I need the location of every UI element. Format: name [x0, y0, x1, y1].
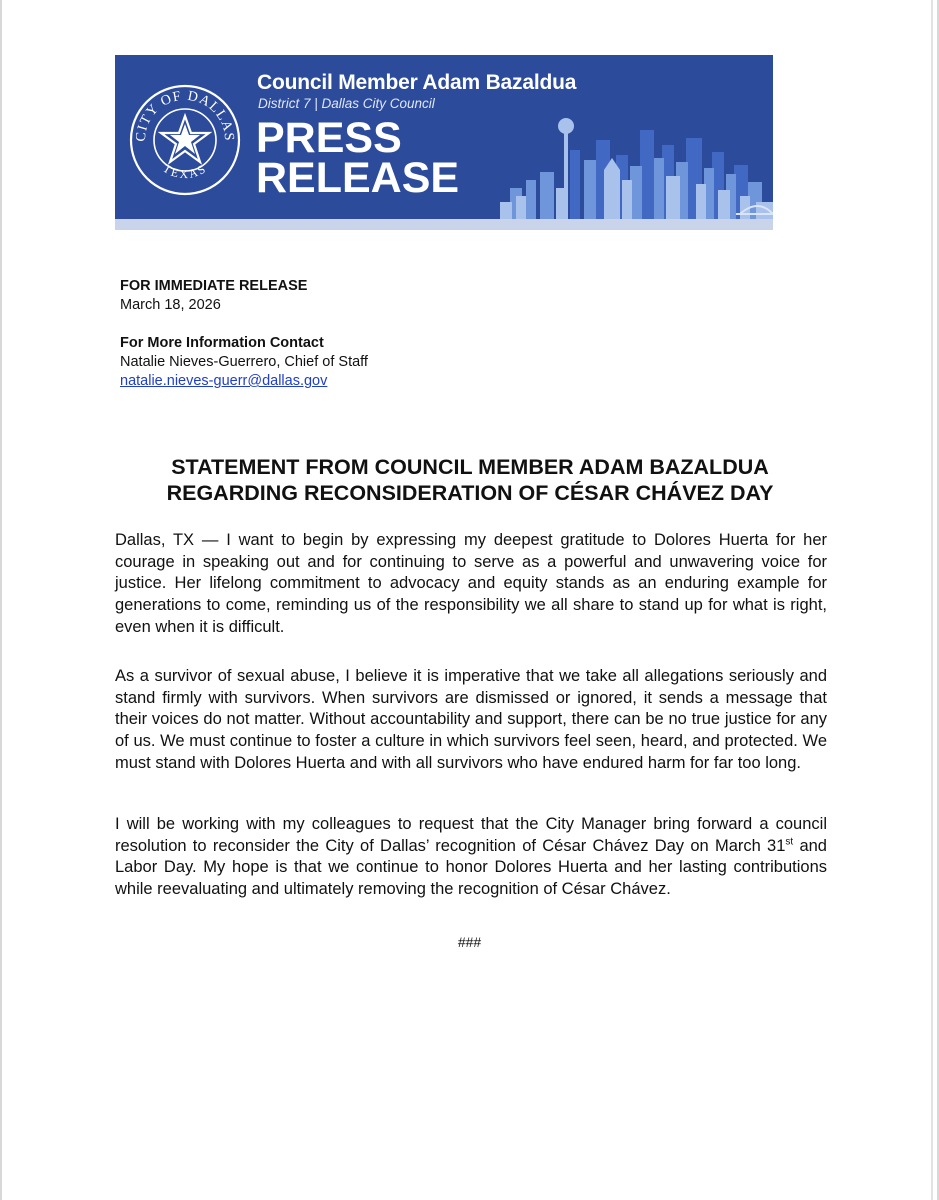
svg-text:TEXAS: TEXAS	[160, 161, 210, 182]
headline-line-2: REGARDING RECONSIDERATION OF CÉSAR CHÁVEZ DAY	[166, 481, 774, 505]
release-label: FOR IMMEDIATE RELEASE	[120, 278, 308, 294]
body-paragraph-3	[115, 814, 827, 901]
release-date: March 18, 2026	[120, 297, 221, 313]
ordinal-suffix: st	[785, 836, 794, 848]
banner-base-strip	[115, 219, 773, 230]
contact-email-link[interactable]: natalie.nieves-guerr@dallas.gov	[120, 373, 328, 389]
body-paragraph-2: As a survivor of sexual abuse, I believe it is imperative that we take all allegations seriously and stand firmly with survivors. When survivors are dismissed or ignored, it sends a message that their voices do not matter. Without accountability and support, there can be no true justice for any of us. We must continue to foster a culture in which survivors feel seen, heard, and protected. We must stand with Dolores Huerta and with all survivors who have endured harm for far too long.	[115, 667, 827, 772]
press-heading: PRESS	[256, 114, 402, 162]
district-subtitle: District 7 | Dallas City Council	[258, 96, 435, 111]
contact-name: Natalie Nieves-Guerrero, Chief of Staff	[120, 354, 368, 370]
headline-line-1: STATEMENT FROM COUNCIL MEMBER ADAM BAZALDUA	[171, 455, 769, 479]
statement-headline	[80, 454, 860, 506]
page-edge-line	[931, 0, 933, 1200]
svg-text:CITY OF DALLAS: CITY OF DALLAS	[133, 88, 237, 143]
body-paragraph-1: Dallas, TX — I want to begin by expressing my deepest gratitude to Dolores Huerta for her courage in speaking out and for continuing to serve as a powerful and unwavering voice for justice. Her lifelong commitment to advocacy and equity stands as an enduring example for generations to come, reminding us of the responsibility we all share to stand up for what is right, even when it is difficult.	[115, 531, 827, 636]
body-paragraph-3-part-a: I will be working with my colleagues to request that the City Manager bring forward a council resolution to reconsider the City of Dallas’ recognition of César Chávez Day on March 31	[115, 815, 827, 855]
press-release-banner	[115, 55, 773, 230]
council-member-name: Council Member Adam Bazaldua	[257, 71, 577, 94]
release-heading: RELEASE	[256, 154, 460, 202]
body-paragraph-3-part-b: and Labor Day. My hope is that we continue to honor Dolores Huerta and her lasting contributions while reevaluating and ultimately removing the recognition of César Chávez.	[115, 836, 827, 899]
release-info	[120, 277, 307, 315]
end-mark: ###	[457, 934, 482, 950]
contact-info	[120, 334, 368, 391]
contact-label: For More Information Contact	[120, 335, 324, 351]
dallas-skyline-graphic	[500, 110, 773, 220]
city-of-dallas-seal-icon	[128, 83, 242, 197]
